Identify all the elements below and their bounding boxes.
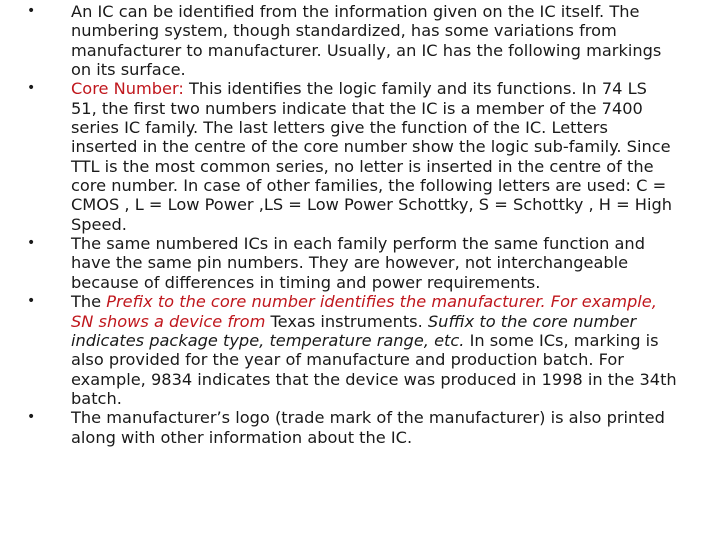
- bullet-item-core-number: [27, 79, 677, 234]
- prefix-definition: Prefix to the core number identifies the manufacturer. For example, SN shows a device from: [71, 292, 657, 331]
- bullet-icon: •: [27, 409, 36, 426]
- bullet-item-prefix-suffix: [27, 292, 677, 408]
- bullet-text: An IC can be identified from the information given on the IC itself. The numbering system, though standardized, has some variations from manufacturer to manufacturer. Usually, an IC has the following markings on its surface.: [71, 2, 662, 80]
- bullet-text: The same numbered ICs in each family perform the same function and have the same pin numbers. They are however, not interchangeable because of differences in timing and power requirements.: [71, 234, 645, 292]
- core-number-label: Core Number:: [71, 79, 184, 99]
- bullet-text: This identifies the logic family and its functions. In 74 LS 51, the first two numbers indicate that the IC is a member of the 7400 series IC family. The last letters give the function of the IC. Letters inserted in the centre of the core number show the logic sub-family. Since TTL is the most common series, no letter is inserted in the centre of the core number. In case of other families, the following letters are used: C = CMOS , L = Low Power ,LS = Low Power Schottky, S = Schottky , H = High Speed.: [71, 79, 673, 234]
- bullet-icon: •: [27, 80, 36, 97]
- batch-example: In some ICs, marking is also provided for the year of manufacture and production batch. For example, 9834 indicates that the device was produced in 1998 in the 34th batch.: [71, 330, 677, 408]
- bullet-list: [27, 2, 677, 447]
- bullet-icon: •: [27, 3, 36, 19]
- bullet-icon: •: [27, 235, 36, 252]
- bullet-item-identification: [27, 2, 677, 79]
- prefix-word: The: [71, 292, 107, 312]
- suffix-definition: Suffix to the core number indicates package type, temperature range, etc.: [71, 311, 637, 350]
- bullet-item-same-numbered: [27, 234, 677, 292]
- manufacturer-example: Texas instruments.: [265, 311, 428, 331]
- bullet-text: The manufacturer’s logo (trade mark of the manufacturer) is also printed along with other information about the IC.: [71, 408, 665, 447]
- bullet-item-logo: [27, 408, 677, 447]
- bullet-icon: •: [27, 293, 36, 310]
